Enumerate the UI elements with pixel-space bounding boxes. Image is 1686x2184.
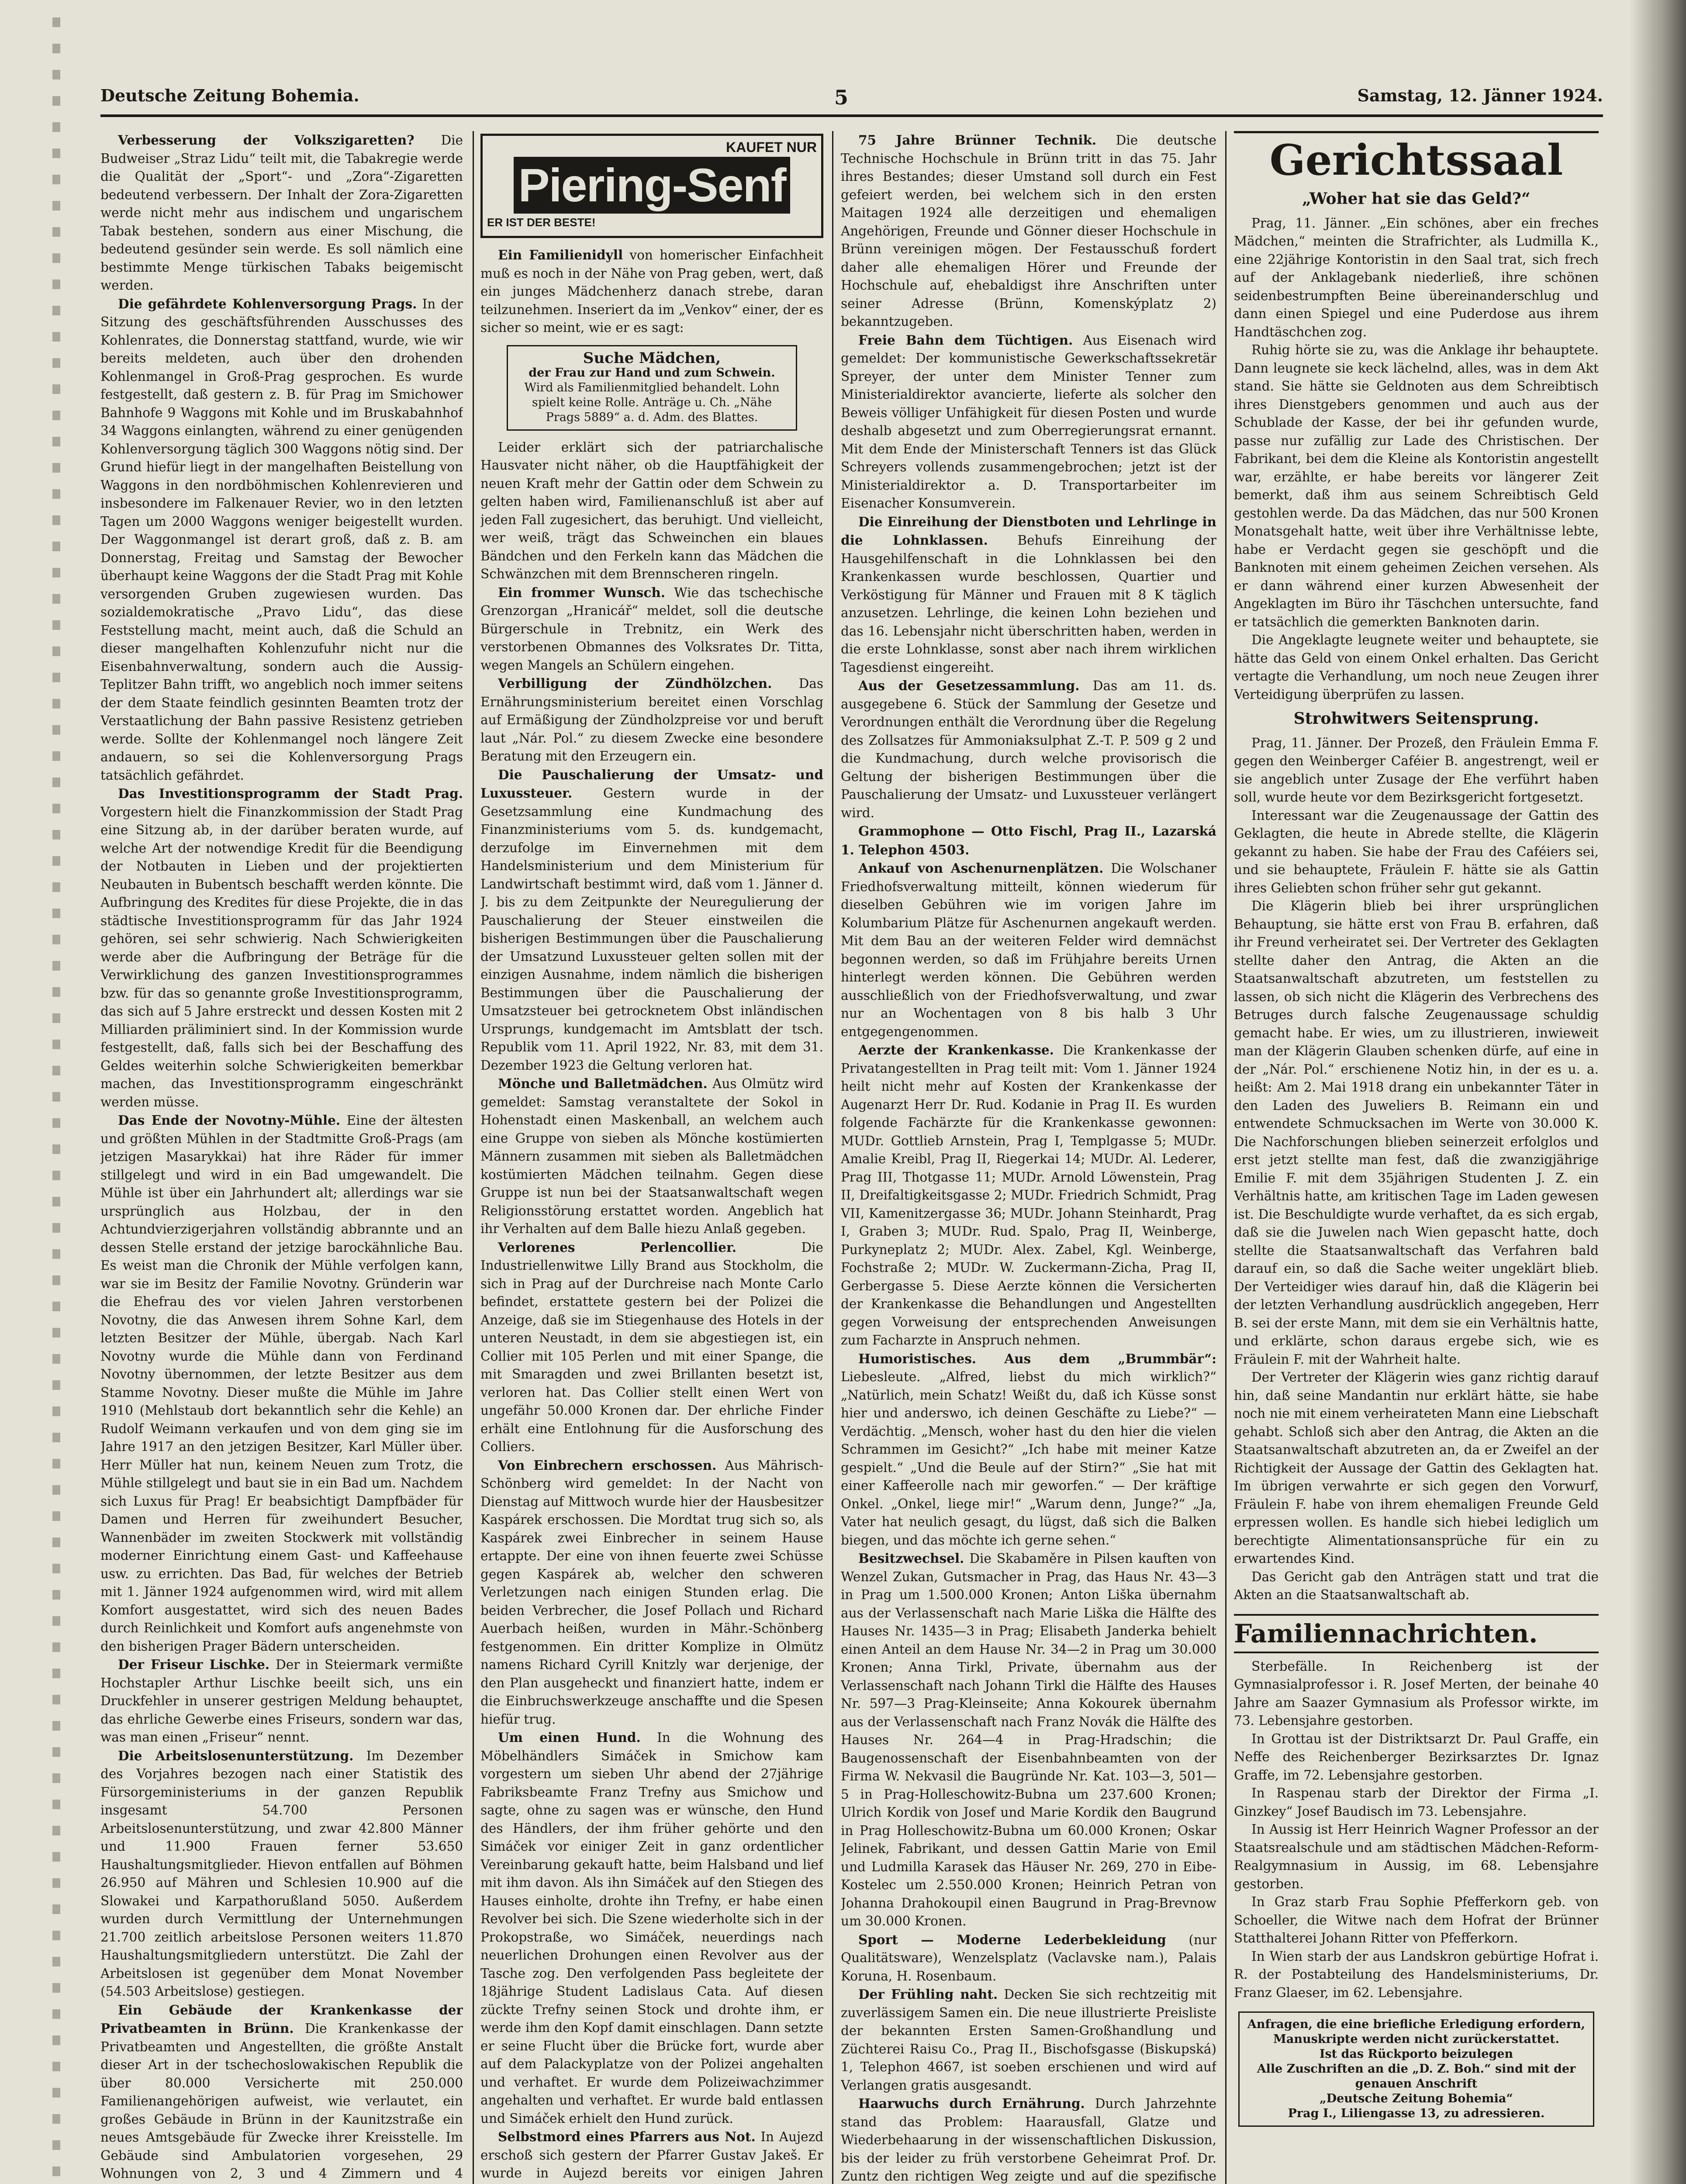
paragraph: Prag, 11. Jänner. „Ein schönes, aber ein freches Mädchen,“ meinten die Strafrichter, als Ludmilla K., eine 22jährige Kontoristin in den Saal trat, sich frech auf der Anklagebank niederließ, ihre schönen seidenbestrumpften Beine übereinanderschlug und dann einen Spiegel und eine Puderdose aus ihrem Handtäschchen zog. (1234, 215, 1599, 339)
column-2 (480, 131, 823, 2184)
article-heading: Selbstmord eines Pfarrers aus Not. (498, 2129, 756, 2144)
paragraph: Interessant war die Zeugenaussage der Gattin des Geklagten, die heute in Abrede stellte, die Klägerin gekannt zu haben. Sie habe der Frau des Caféiers sei, und sie behauptete, Fräulein F. hätte sie als Gattin ihres Geliebten schon früher sehr gut gekannt. (1234, 808, 1599, 895)
paragraph: In Graz starb Frau Sophie Pfefferkorn geb. von Schoeller, die Witwe nach dem Hofrat der Brünner Statthalterei Johann Ritter von Pfefferkorn. (1234, 1894, 1599, 1946)
article (841, 822, 1216, 859)
ad-brand: Piering-Senf (514, 157, 790, 214)
classified-line: Wird als Familienmitglied behandelt. Lohn spielt keine Rolle. Anträge u. Ch. „Nähe Prags 5889“ a. d. Adm. des Blattes. (524, 380, 780, 424)
article (841, 859, 1216, 1041)
paragraph: In Aussig ist Herr Heinrich Wagner Professor an der Staatsrealschule und am städtischen Mädchen-Reform-Realgymnasium in Aussig, im 68. Lebensjahre gestorben. (1234, 1822, 1599, 1891)
article-heading: 75 Jahre Brünner Technik. (858, 132, 1097, 148)
article-heading: Haarwuchs durch Ernährung. (858, 2096, 1085, 2111)
article-body: Die Krankenkasse der Privatbeamten und Angestellten, die größte Anstalt dieser Art in der tschechoslowakischen Republik die über 80.000 Versicherte mit 250.000 Familienangehörigen aufweist, wie verlautet, ein großes Gebäude in Brünn in der Kaunitzstraße ein neues Amtsgebäude für Zwecke ihrer Kreisstelle. Im Gebäude sind Ambulatorien vorgesehen, 29 Wohnungen von 2, 3 und 4 Zimmern und 4 (100, 2021, 463, 2181)
column-rule (832, 131, 833, 2184)
article-body: Behufs Einreihung der Hausgehilfenschaft in die Lohnklassen bei den Krankenkassen wurde beschlossen, Quartier und Verköstigung für Männer und Frauen mit 8 K täglich anzusetzen. Lehrlinge, die keinen Lohn beziehen und das 16. Lebensjahr nicht überschritten haben, werden in die erste Lohnklasse, sonst aber nach ihrem wirklichen Tagesdienst eingereiht. (841, 533, 1216, 675)
article-body: Der in Steiermark vermißte Hochstapler Arthur Lischke beeilt sich, uns ein Druckfehler in unserer gestrigen Meldung behauptet, das ehrliche Gewerbe eines Friseurs, sondern war das, was man einen „Friseur“ nennt. (100, 1657, 463, 1745)
paragraph: In Grottau ist der Distriktsarzt Dr. Paul Graffe, ein Neffe des Reichenberger Bezirksarztes Dr. Ignaz Graffe, im 72. Lebensjahre gestorben. (1234, 1731, 1599, 1783)
article (100, 131, 463, 295)
article-body: Das Ernährungsministerium bereitet einen Vorschlag auf Ermäßigung der Zündholzpreise vor und beruft laut „Nár. Pol.“ zu diesem Zwecke eine besondere Beratung mit den Erzeugern ein. (480, 676, 823, 764)
column-3 (841, 131, 1216, 2184)
page-header (100, 86, 1603, 112)
article (841, 1350, 1216, 1550)
article (100, 1111, 463, 1655)
binding-edge (52, 17, 60, 2184)
masthead-title: Deutsche Zeitung Bohemia. (100, 86, 359, 105)
article-heading: Der Frühling naht. (858, 1987, 998, 2002)
paragraph: Die Angeklagte leugnete weiter und behauptete, sie hätte das Geld von einem Onkel erhalten. Das Gericht vertagte die Verhandlung, um noch neue Zeugen ihrer Verteidigung überprüfen zu lassen. (1234, 632, 1599, 702)
article (480, 246, 823, 337)
article (100, 2001, 463, 2184)
article-heading: Besitzwechsel. (858, 1551, 964, 1566)
article-body: Die Industriellenwitwe Lilly Brand aus Stockholm, die sich in Prag auf der Durchreise nach Monte Carlo befindet, erstattete gestern bei der Polizei die Anzeige, daß sie im Stiegenhause des Hotels in der unteren Neustadt, in dem sie abgestiegen ist, ein Collier mit 105 Perlen und mit einer Spange, die mit Smaragden und zwei Brillanten besetzt ist, verloren hat. Das Collier stellt einen Wert von ungefähr 50.000 Kronen dar. Der ehrliche Finder erhält eine Entlohnung für die Ausforschung des Colliers. (480, 1240, 823, 1454)
column-rule (473, 131, 474, 2184)
article-body: Liebesleute. „Alfred, liebst du mich wirklich?“ „Natürlich, mein Schatz! Weißt du, daß ich Küsse sonst hier und anderswo, ich deinen Geschäfte zu Liebe?“ — Verdächtig. „Mensch, woher hast du den hier die vielen Schrammen im Gesicht?“ „Ich habe mit meiner Katze gespielt.“ „Und die Beule auf der Stirn?“ „Sie hat mit einer Kaffeerolle nach mir geworfen.“ — Der kräftige Onkel. „Onkel, liege mir!“ „Warum denn, Junge?“ „Ja, Vater hat neulich gesagt, du lügst, daß sich die Balken biegen, und das möchte ich gerne sehen.“ (841, 1369, 1216, 1548)
paragraph: Ruhig hörte sie zu, was die Anklage ihr behauptete. Dann leugnete sie keck lächelnd, alles, was in dem Akt stand. Sie hätte sie Geldnoten aus dem Schreibtisch ihres Dienstgebers genommen und auch aus der Schublade der Kasse, der bei ihr gefunden wurde, passe nur zufällig zur Lade des Christischen. Der Fabrikant, bei dem die Kleine als Kontoristin angestellt war, erzählte, er habe bereits vor längerer Zeit bemerkt, daß ihm aus seinem Schreibtisch Geld gestohlen werde. Da das Mädchen, das nur 500 Kronen Monatsgehalt hatte, weit über ihre Verhältnisse lebte, habe er Verdacht gegen sie geschöpft und die Banknoten mit einem geheimen Zeichen versehen. Als er dann während einer kurzen Abwesenheit der Angeklagten im Büro ihr Täschchen untersuchte, fand er tatsächlich die gemerkten Banknoten darin. (1234, 342, 1599, 629)
article-body: Die Budweiser „Straz Lidu“ teilt mit, die Tabakregie werde die Qualität der „Sport“- und „Zora“-Zigaretten bedeutend verbessern. Der Inhalt der Zora-Zigaretten werde nicht mehr aus indischem und ungarischem Tabak bestehen, sondern aus einer Mischung, die bedeutend gesünder sein werde. Es soll nämlich eine bestimmte Menge türkischen Tabaks beigemischt werden. (100, 133, 463, 293)
header-date: Samstag, 12. Jänner 1924. (1357, 86, 1603, 105)
article-heading: Freie Bahn dem Tüchtigen. (858, 332, 1073, 348)
article-body: Leider erklärt sich der patriarchalische Hausvater nicht näher, ob die Hauptfähigkeit der neuen Kraft mehr der Gattin oder dem Schwein zu gelten haben wird, Familienanschluß ist aber auf jeden Fall zugesichert, das beruhigt. Und vielleicht, wer weiß, trägt das Schweinchen ein blaues Bändchen und den Ferkeln kann das Mädchen die Schwänzchen mit dem Brennscheren ringeln. (480, 439, 823, 581)
article-heading: Ankauf von Aschenurnenplätzen. (858, 860, 1104, 876)
article-body: Eine der ältesten und größten Mühlen in der Stadtmitte Groß-Prags (am jetzigen Masarykkai) hat ihre Räder für immer stillgelegt und wird in ein Bad umgewandelt. Die Mühle ist über ein Jahrhundert alt; allerdings war sie ursprünglich aus Holzbau, der in den Achtundvierzigerjahren vollständig abbrannte und an dessen Stelle erstand der jetzige barockähnliche Bau. Es weist man die Chronik der Mühle verfolgen kann, war sie im Besitz der Familie Novotny. Gründerin war die Ehefrau des vor vielen Jahren verstorbenen Novotny, die das Anwesen ihrem Sohne Karl, dem letzten Besitzer der Mühle, übergab. Nach Karl Novotny wurde die Mühle dann von Ferdinand Novotny übernommen, der letzte Besitzer aus dem Stamme Novotny. Dieser mußte die Mühle im Jahre 1910 (Mehlstaub dort bekanntlich sehr die Kehle) an Rudolf Weimann verkaufen und von dem ging sie im Jahre 1917 an den jetzigen Besitzer, Karl Müller über. Herr Müller hat nun, keinem Neuen zum Trotz, die Mühle stillgelegt und baut sie in ein Bad um. Nachdem sich Luxus für Prag! Er beabsichtigt Dampfbäder für Damen und Herren für zweihundert Besucher, Wannenbäder im zweiten Stockwerk mit vollständig moderner Einrichtung einem Gast- und Kaffeehause usw. zu errichten. Das Bad, für welches der Betrieb mit 1. Jänner 1924 aufgenommen wird, wird mit allem Komfort ausgestattet, wird sich des neuen Bades durch Reinlichkeit und Komfort aufs angenehmste von den bisherigen Prager Bädern unterscheiden. (100, 1113, 463, 1654)
article (841, 131, 1216, 331)
article (841, 513, 1216, 677)
ad-kauft-text: KAUFET NUR (726, 139, 817, 155)
article-heading: Mönche und Balletmädchen. (498, 1076, 708, 1091)
article-body: Durch Jahrzehnte stand das Problem: Haarausfall, Glatze und Wiederbehaarung in der wissenschaftlichen Diskussion, bis der leider zu früh verstorbene Geheimrat Prof. Dr. Zuntz den richtigen Weg zeigte und auf die spezifische (841, 2096, 1216, 2184)
classified-line: der Frau zur Hand und zum Schwein. (529, 366, 775, 380)
paragraph: Der Vertreter der Klägerin wies ganz richtig darauf hin, daß seine Mandantin nur erklärt hätte, sie habe noch nie mit einem verheirateten Mann eine Liebschaft gehabt. Schloß sich aber den Antrag, die Akten an die Staatsanwaltschaft abzutreten an, da er Zweifel an der Richtigkeit der Aussage der Gattin des Geklagten hat. Im übrigen verwahrte er sich gegen den Vorwurf, Fräulein F. habe von ihrem ehemaligen Freunde Geld erpressen wollen. Es handle sich hiebei lediglich um berechtigte Alimentationsansprüche für ein zu erwartendes Kind. (1234, 1370, 1599, 1566)
editorial-notice (1238, 2011, 1594, 2127)
article (841, 677, 1216, 822)
article (480, 439, 823, 584)
article (480, 1456, 823, 1729)
article-heading: Von Einbrechern erschossen. (498, 1457, 717, 1473)
article-heading: Die Einreihung der Dienstboten und Lehrlinge in die Lohnklassen. (841, 514, 1216, 548)
notice-line: Alle Zuschriften an die „D. Z. Boh.“ sind mit der genauen Anschrift (1257, 2062, 1576, 2091)
article (841, 331, 1216, 513)
article-body: Die Skabaměre in Pilsen kauften von Wenzel Zukan, Gutsmacher in Prag, das Haus Nr. 43—3 in Prag um 1.500.000 Kronen; Anton Liška übernahm aus der Verlassenschaft nach Marie Liška die Hälfte des Hauses Nr. 1435—3 in Prag; Elisabeth Janderka behielt einen Anteil an dem Hause Nr. 34—2 in Prag um 30.000 Kronen; Anna Tirkl, Private, übernahm aus der Verlassenschaft nach Johann Tirkl die Hälfte des Hauses Nr. 597—3 Prag-Kleinseite; Anna Kokourek übernahm aus der Verlassenschaft nach Franz Novák die Hälfte des Hauses Nr. 264—4 in Prag-Hradschin; die Baugenossenschaft der Eisenbahnbeamten von der Firma W. Nekvasil die Baugründe Nr. Kat. 103—3, 501—5 in Prag-Holleschowitz-Bubna um 237.600 Kronen; Ulrich Kordik von Josef und Marie Kordik den Baugrund in Prag Holleschowitz-Bubna um 60.000 Kronen; Oskar Jelinek, Fabrikant, und dessen Gattin Marie von Emil und Ludmilla Karasek das Häuser Nr. 269, 270 in Eibe-Kostelec um 2.550.000 Kronen; Heinrich Petran von Johanna Drahokoupil einen Baugrund in Prag-Brevnow um 30.000 Kronen. (841, 1551, 1216, 1928)
notice-line: Anfragen, die eine briefliche Erledigung erfordern, (1247, 2018, 1586, 2031)
article-heading: Aus der Gesetzessammlung. (858, 678, 1080, 693)
section-title-gerichtssaal: Gerichtssaal (1234, 131, 1599, 184)
article (841, 1931, 1216, 1986)
article (480, 674, 823, 766)
paragraph: Das Gericht gab den Anträgen statt und trat die Akten an die Staatsanwaltschaft ab. (1234, 1569, 1599, 1602)
article-heading: Ein Familienidyll (498, 247, 623, 263)
article (841, 1041, 1216, 1350)
article-body: Vorgestern hielt die Finanzkommission der Stadt Prag eine Sitzung ab, in der darüber beraten wurde, auf welche Art der notwendige Kredit für die Beendigung der Notbauten in Lieben und der projektierten Neubauten in Bubentsch beschafft werden könnte. Die Aufbringung des Kredites für diese Projekte, die in das städtische Investitionsprogramm für das Jahr 1924 gehören, sei sehr schwierig. Nach Schwierigkeiten werde aber die Aufbringung der Beträge für die Verwirklichung des ganzen Investitionsprogrammes bzw. für das so genannte große Investitionsprogramm, das sich auf 5 Jahre erstreckt und dessen Kosten mit 2 Milliarden präliminiert sind. In der Kommission wurde festgestellt, daß, falls sich bei der Beschaffung des Geldes weiterhin solche Schwierigkeiten bemerkbar machen, das Investitionsprogramm eingeschränkt werden müsse. (100, 804, 463, 1109)
article-body: Decken Sie sich rechtzeitig mit zuverlässigem Samen ein. Die neue illustrierte Preisliste der bekannten Ersten Samen-Großhandlung und Züchterei Raisu Co., Prag II., Bischofsgasse (Biskupská) 1, Telephon 4667, ist soeben erschienen und wird auf Verlangen gratis ausgesandt. (841, 1987, 1216, 2093)
notice-line: Manuskripte werden nicht zurückerstattet. (1273, 2032, 1560, 2046)
article-heading: Aerzte der Krankenkasse. (858, 1042, 1054, 1057)
article (480, 766, 823, 1075)
article-body: Gestern wurde in der Gesetzsammlung eine Kundmachung des Finanzministeriums vom 5. ds. kundgemacht, derzufolge im Einvernehmen mit dem Handelsministerium und dem Ministerium für Landwirtschaft bestimmt wird, daß vom 1. Jänner d. J. bis zu dem Zeitpunkte der Neuregulierung der Pauschalierung der Steuer einstweilen die bisherigen Bestimmungen über die Pauschalierung der Umsatzund Luxussteuer gelten sollen mit der einzigen Ausnahme, indem nämlich die bisherigen Bestimmungen über die Pauschalierung der Umsatzsteuer bei getrocknetem Obst inländischen Ursprungs, kundgemacht im Amtsblatt der tsch. Republik vom 11. April 1922, Nr. 83, mit dem 31. Dezember 1923 die Geltung verloren hat. (480, 786, 823, 1073)
piering-senf-ad (480, 134, 823, 238)
article (841, 1985, 1216, 2094)
article-body: Die deutsche Technische Hochschule in Brünn tritt in das 75. Jahr ihres Bestandes; dieser Umstand soll durch ein Fest gefeiert werden, bei welchem sich in den ersten Maitagen 1924 alle derzeitigen und ehemaligen Angehörigen, Freunde und Gönner dieser Hochschule in Brünn vereinigen mögen. Der Festausschuß fordert daher alle ehemaligen Hörer und Freunde der Hochschule auf, ehebaldigst ihre Anschriften unter seiner Adresse (Brünn, Komenskýplatz 2) bekanntzugeben. (841, 133, 1216, 329)
paragraph: In Raspenau starb der Direktor der Firma „I. Ginzkey“ Josef Baudisch im 73. Lebensjahre. (1234, 1786, 1599, 1819)
article (100, 295, 463, 785)
article (100, 1747, 463, 2001)
notice-line: Ist das Rückporto beizulegen (1319, 2047, 1513, 2061)
article-heading: Die gefährdete Kohlenversorgung Prags. (118, 296, 417, 311)
article-heading: Das Investitionsprogramm der Stadt Prag. (118, 786, 463, 801)
article-heading: Verlorenes Perlencollier. (498, 1239, 737, 1255)
article-body: In Aujezd erschoß sich gestern der Pfarrer Gustav Jakeš. Er wurde in Aujezd bereits vor einigen Jahren (480, 2129, 823, 2181)
header-rule (100, 114, 1603, 117)
article-heading: Humoristisches. Aus dem „Brummbär“: (858, 1351, 1216, 1366)
article (100, 784, 463, 1111)
article (480, 1728, 823, 2128)
article-heading: Verbesserung der Volkszigaretten? (118, 132, 415, 148)
article-body: Im Dezember des Vorjahres bezogen nach einer Statistik des Fürsorgeministeriums in der ganzen Republik insgesamt 54.700 Personen Arbeitslosenunterstützung, und zwar 42.800 Männer und 11.900 Frauen ferner 53.650 Haushaltungsmitglieder. Hievon entfallen auf Böhmen 26.950 auf Mähren und Schlesien 10.900 auf die Slowakei und Karpathorußland 5050. Außerdem wurden durch Vermittlung der Unternehmungen 21.700 zeitlich arbeitslose Personen weiters 11.870 Haushaltungsmitgliedern unterstützt. Die Zahl der Arbeitslosen ist gegenüber dem Monat November (54.503 Arbeitslose) gestiegen. (100, 1748, 463, 1999)
column-1 (100, 131, 463, 2184)
article (480, 2128, 823, 2184)
article-heading: Verbilligung der Zündhölzchen. (498, 676, 772, 691)
article-body: Wie das tschechische Grenzorgan „Hranicář“ meldet, soll die deutsche Bürgerschule in Trebnitz, ein Werk des verstorbenen Obmannes des Volksrates Dr. Titta, wegen Mangels an Schülern eingehen. (480, 585, 823, 673)
ad-slogan: ER IST DER BESTE! (487, 215, 596, 229)
page-number: 5 (834, 86, 849, 109)
article (841, 1549, 1216, 1931)
article-heading: Die Arbeitslosenunterstützung. (118, 1748, 354, 1763)
article (100, 1655, 463, 1747)
paragraph: Prag, 11. Jänner. Der Prozeß, den Fräulein Emma F. gegen den Weinberger Caféier B. angestrengt, weil er sie angeblich unter Zusage der Ehe verführt haben soll, wurde heute vor dem Bezirksgericht fortgesetzt. (1234, 735, 1599, 805)
article-body: von homerischer Einfachheit muß es noch in der Nähe von Prag geben, wert, daß ein junges Mädchenherz danach strebe, daran teilzunehmen. Inseriert da im „Venkov“ einer, der es sicher so meint, wie er es sagt: (480, 248, 823, 335)
article-heading: Die Pauschalierung der Umsatz- und Luxussteuer. (480, 767, 823, 801)
article-body: Aus Olmütz wird gemeldet: Samstag veranstaltete der Sokol in Hohenstadt einen Maskenball, an welchem auch eine Gruppe von sieben als Mönche kostümierten Männern zusammen mit sieben als Balletmädchen kostümierten Mädchen teilnahm. Gegen diese Gruppe ist nun bei der Staatsanwaltschaft wegen Religionsstörung erstattet worden. Angeblich hat ihr Verhalten auf dem Balle hiezu Anlaß gegeben. (480, 1076, 823, 1236)
column-2-body (480, 439, 823, 2184)
article-body: Die Wolschaner Friedhofsverwaltung mitteilt, können wiederum für dieselben Gebühren wie im vorigen Jahre im Kolumbarium Plätze für Aschenurnen angekauft werden. Mit dem Bau an der weiteren Felder wird demnächst begonnen werden, so daß im Frühjahre bereits Urnen hinterlegt werden können. Die Gebühren werden ausschließlich von der Friedhofsverwaltung, und zwar nur an Wochentagen von 8 bis halb 3 Uhr entgegengenommen. (841, 861, 1216, 1039)
paragraph: Sterbefälle. In Reichenberg ist der Gymnasialprofessor i. R. Josef Merten, der beinahe 40 Jahre am Saazer Gymnasium als Professor wirkte, im 73. Lebensjahre gestorben. (1234, 1659, 1599, 1728)
classified-ad (507, 345, 797, 431)
column-rule (1225, 131, 1226, 2184)
section-title-familiennachrichten: Familiennachrichten. (1234, 1614, 1599, 1653)
paragraph: In Wien starb der aus Landskron gebürtige Hofrat i. R. der Postabteilung des Handelsministeriums, Dr. Franz Glaeser, im 62. Lebensjahre. (1234, 1949, 1599, 2000)
article-body: Aus Mährisch-Schönberg wird gemeldet: In der Nacht von Dienstag auf Mittwoch wurde hier der Hausbesitzer Kaspárek erschossen. Die Mordtat trug sich so, als Kaspárek zwei Einbrecher in seinem Hause ertappte. Der eine von ihnen feuerte zwei Schüsse gegen Kaspárek ab, welcher den schweren Verletzungen nach einigen Stunden erlag. Die beiden Verbrecher, die Josef Pollach und Richard Auerbach heißen, wurden in Mähr.-Schönberg festgenommen. Ein dritter Komplize in Olmütz namens Richard Cyrill Knitzly war derjenige, der den Plan ausgeheckt und finanziert hatte, indem er die Einbruchswerkzeuge anschaffte und die Spesen hiefür trug. (480, 1458, 823, 1727)
article-body: In die Wohnung des Möbelhändlers Simáček in Smichow kam vorgestern um sieben Uhr abend der 27jährige Fabriksbeamte Franz Trefny aus Smichow und sagte, ohne zu sagen was er wünsche, den Hund des Händlers, der ihm früher gehörte und den Simáček vor einiger Zeit in ganz ordentlicher Vereinbarung gekauft hatte, beim Halsband und lief mit ihm davon. Als ihn Simáček auf den Stiegen des Hauses einholte, drohte ihn Trefny, er habe einen Revolver bei sich. Die Szene wiederholte sich in der Prokopstraße, wo Simáček, neuerdings nach neuerlichen Drohungen einen Revolver aus der Tasche zog. Den verfolgenden Pass begleitete der 18jährige Student Ladislaus Cata. Auf diesen zückte Trefny seinen Stock und drohte ihm, er werde ihm den Kopf damit einschlagen. Dann setzte er seine Flucht über die Brücke fort, wurde aber auf dem Palackyplatze von der Polizei angehalten und verhaftet. Er wurde dem Polizeiwachzimmer angehalten und verhaftet. Er wurde bald entlassen und Simáček erhielt den Hund zurück. (480, 1730, 823, 2126)
article-body: (nur Qualitätsware), Wenzelsplatz (Vaclavske nam.), Palais Koruna, H. Rosenbaum. (841, 1932, 1216, 1984)
article-heading: Ein Gebäude der Krankenkasse der Privatbeamten in Brünn. (100, 2002, 463, 2036)
notice-line: „Deutsche Zeitung Bohemia“ (1320, 2092, 1513, 2105)
classified-title: Suche Mädchen, (583, 349, 721, 367)
article (480, 1075, 823, 1238)
article-heading: Der Friseur Lischke. (118, 1657, 269, 1672)
article (480, 584, 823, 675)
article-heading: Ein frommer Wunsch. (498, 584, 666, 600)
article-body: In der Sitzung des geschäftsführenden Ausschusses des Kohlenrates, die Donnerstag stattfand, wurde, wie wir bereits meldeten, auch über den drohenden Kohlenmangel in Groß-Prag gesprochen. Es wurde festgestellt, daß gestern z. B. für Prag im Smichower Bahnhofe 9 Waggons mit Kohle und im Bruskabahnhof 34 Waggons einlangten, während zu einer genügenden Kohlenversorgung täglich 300 Waggons nötig sind. Der Grund hiefür liegt in der mangelhaften Beistellung von Waggons in den nordböhmischen Kohlenrevieren und insbesondere im Falkenauer Revier, wo in den letzten Tagen um 2000 Waggons weniger beigestellt wurden. Der Waggonmangel ist derart groß, daß z. B. am Donnerstag, Freitag und Samstag der Bewocher überhaupt keine Waggons der die Stadt Prag mit Kohle versorgenden Gruben zugewiesen wurden. Das sozialdemokratische „Pravo Lidu“, das diese Feststellung macht, meint auch, daß die Schuld an dieser mangelhaften Kohlenzufuhr nicht nur die Eisenbahnverwaltung, sondern auch die Aussig-Teplitzer Bahn trifft, wo angeblich noch immer seitens der dem Staate feindlich gesinnten Beamten trotz der Verstaatlichung der Bahn passive Resistenz getrieben werde. Sollte der Kohlenmangel noch längere Zeit andauern, so sei die Kohlenversorgung Prags tatsächlich gefährdet. (100, 296, 463, 783)
paragraph: Die Klägerin blieb bei ihrer ursprünglichen Behauptung, sie hätte erst von Frau B. erfahren, daß ihr Freund verheiratet sei. Der Vertreter des Geklagten stellte daher den Antrag, die Akten an die Staatsanwaltschaft abzutreten, um feststellen zu lassen, ob sich nicht die Klägerin des Verbrechens des Betruges durch falsche Zeugenaussage schuldig gemacht habe. Er wies, um zu illustrieren, inwieweit man der Klägerin Glauben schenken dürfe, auf eine in der „Nár. Pol.“ erschienene Notiz hin, in der es u. a. heißt: Am 2. Mai 1918 drang ein unbekannter Täter in den Laden des Juweliers B. Reimann ein und entwendete Schmucksachen im Werte von 30.000 K. Die Nachforschungen blieben seinerzeit erfolglos und erst jetzt stellte man fest, daß die zwanzigjährige Emilie F. mit dem 35jährigen Studenten J. Z. ein Verhältnis hatte, am kritischen Tage im Laden gewesen ist. Die Beschuldigte wurde verhaftet, da es sich ergab, daß sie die Juwelen nach Wien gepascht hatte, doch stellte die Staatsanwaltschaft das Verfahren bald darauf ein, so daß die Sache weiter ungeklärt blieb. Der Verteidiger wies darauf hin, daß die Klägerin bei der letzten Verhandlung ausdrücklich angegeben, Herr B. sei der erste Mann, mit dem sie ein Verhältnis hatte, und erklärte, schon daraus ergebe sich, wie es Fräulein F. mit der Wahrheit halte. (1234, 898, 1599, 1367)
article-heading: Sport — Moderne Lederbekleidung (858, 1932, 1166, 1947)
scan-shadow (1629, 0, 1686, 2184)
article-title: „Woher hat sie das Geld?“ (1302, 190, 1531, 208)
article-body: Die Krankenkasse der Privatangestellten in Prag teilt mit: Vom 1. Jänner 1924 heilt nicht mehr auf Kosten der Krankenkasse der Augenarzt Herr Dr. Rud. Kodanie in Prag II. Es wurden folgende Fachärzte für die Krankenkasse gewonnen: MUDr. Gottlieb Arnstein, Prag I, Templgasse 5; MUDr. Amalie Kreibl, Prag II, Riegerkai 14; MUDr. Al. Lederer, Prag III, Thotgasse 11; MUDr. Arnold Löwenstein, Prag II, Dreifaltigkeitsgasse 2; MUDr. Friedrich Schmidt, Prag VII, Kamenitzergasse 36; MUDr. Johann Steinhardt, Prag I, Graben 3; MUDr. Rud. Spalo, Prag II, Weinberge, Purkyneplatz 2; MUDr. Alex. Zabel, Kgl. Weinberge, Fochstraße 2; MUDr. W. Zuckermann-Zicha, Prag II, Gerbergasse 5. Diese Aerzte können die Versicherten der Krankenkasse die Behandlungen und Angestellten gegen Vorweisung der entsprechenden Anweisungen zum Facharzte in Anspruch nehmen. (841, 1043, 1216, 1348)
article-heading: Das Ende der Novotny-Mühle. (118, 1113, 341, 1128)
article-body: Aus Eisenach wird gemeldet: Der kommunistische Gewerkschaftssekretär Spreyer, der unter dem Minister Tenner zum Ministerialdirektor avancierte, lieferte als solcher den Beweis völliger Unfähigkeit für diesen Posten und wurde deshalb abgesetzt und zum Oberregierungsrat ernannt. Mit dem Ende der Ministerschaft Tenners ist das Glück Schreyers vollends zusammengebrochen; jetzt ist der Ministerialdirektor a. D. Transportarbeiter im Eisenacher Konsumverein. (841, 332, 1216, 511)
article-title: Strohwitwers Seitensprung. (1293, 709, 1539, 728)
article-heading: Um einen Hund. (498, 1730, 641, 1745)
article (480, 1238, 823, 1456)
column-4 (1234, 131, 1599, 2184)
article (841, 2094, 1216, 2184)
article-heading: Grammophone — Otto Fischl, Prag II., Lazarská 1. Telephon 4503. (841, 823, 1216, 857)
notice-line: Prag I., Liliengasse 13, zu adressieren. (1288, 2107, 1545, 2120)
article-body: Das am 11. ds. ausgegebene 6. Stück der Sammlung der Gesetze und Verordnungen enthält die Verordnung über die Regelung des Zollsatzes für Ammoniaksulphat Z.-T. P. 509 g 2 und die Kundmachung, durch welche provisorisch die Geltung der bisherigen Bestimmungen über die Pauschalierung der Umsatz- und Luxussteuer verlängert wird. (841, 678, 1216, 820)
